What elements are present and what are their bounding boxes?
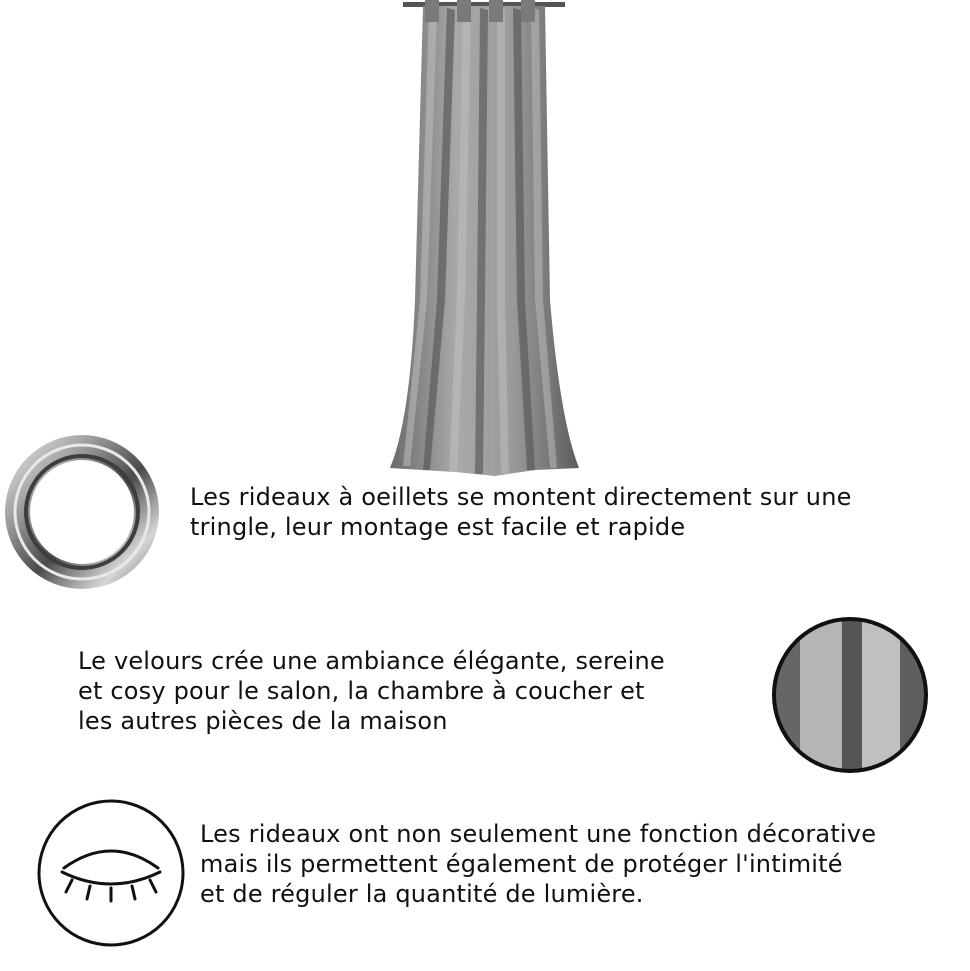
feature-line: et de réguler la quantité de lumière. (200, 880, 644, 908)
feature-line: et cosy pour le salon, la chambre à coucher et (78, 677, 645, 705)
velvet-swatch-image (770, 615, 930, 775)
grommet-ring-image (2, 435, 162, 595)
feature-line: les autres pièces de la maison (78, 707, 448, 735)
feature-velvet-text (78, 646, 665, 736)
feature-grommet-text (190, 482, 852, 542)
feature-privacy-text (200, 819, 876, 909)
feature-line: Le velours crée une ambiance élégante, sereine (78, 647, 665, 675)
closed-eye-icon (36, 798, 186, 948)
curtain-image (385, 0, 585, 478)
feature-line: Les rideaux à oeillets se montent directement sur une (190, 483, 852, 511)
feature-line: tringle, leur montage est facile et rapide (190, 513, 686, 541)
feature-line: mais ils permettent également de protéger l'intimité (200, 850, 843, 878)
feature-line: Les rideaux ont non seulement une fonction décorative (200, 820, 877, 848)
